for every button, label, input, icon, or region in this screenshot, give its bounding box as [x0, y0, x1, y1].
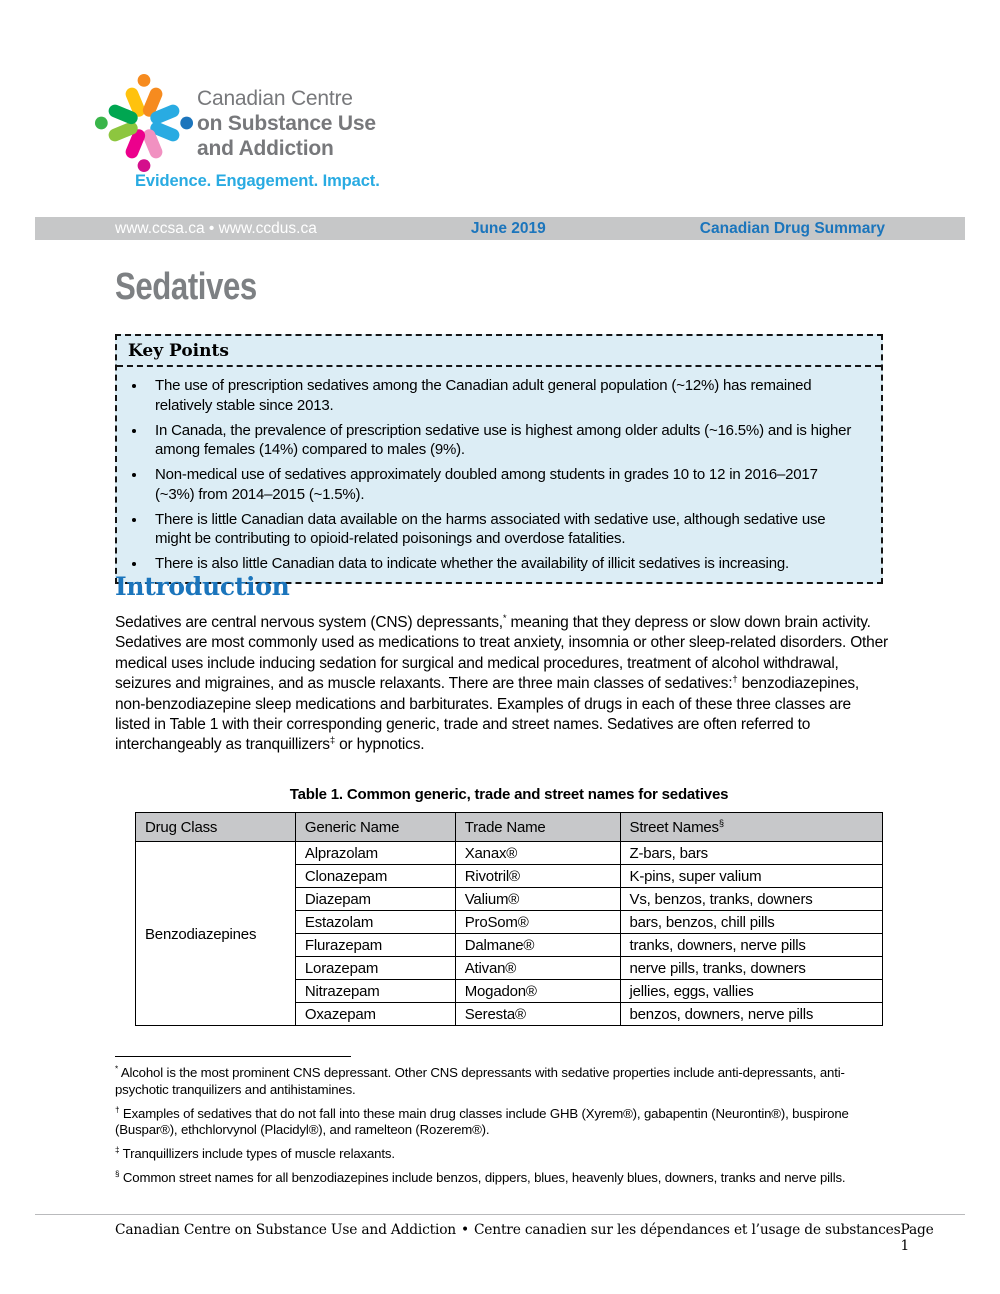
trade-name-cell: Rivotril® — [455, 865, 620, 888]
table-header-row — [136, 813, 883, 842]
generic-name-cell: Clonazepam — [295, 865, 455, 888]
introduction-paragraph: Sedatives are central nervous system (CNS) depressants,* meaning that they depress or slow down brain activity. Sedatives are most commonly used as medications to treat anxiety, insomnia or other sleep-related disorders. Other medical uses include inducing sedation for surgical and medical procedures, treatment of alcohol withdrawal, seizures and migraines, and as muscle relaxants. There are three main classes of sedatives:† benzodiazepines, non-benzodiazepine sleep medications and barbiturates. Examples of drugs in each of these three classes are listed in Table 1 with their corresponding generic, trade and street names. Sedatives are often referred to interchangeably as tranquillizers‡ or hypnotics. — [115, 612, 888, 754]
key-points-title: Key Points — [117, 336, 881, 367]
street-names-cell: Vs, benzos, tranks, downers — [620, 888, 882, 911]
street-names-cell: bars, benzos, chill pills — [620, 911, 882, 934]
generic-name-cell: Nitrazepam — [295, 980, 455, 1003]
street-names-cell: tranks, downers, nerve pills — [620, 934, 882, 957]
street-names-cell: nerve pills, tranks, downers — [620, 957, 882, 980]
key-point-item: • There is also little Canadian data to indicate whether the availability of illicit sedatives is increasing. — [147, 554, 859, 574]
trade-name-cell: Xanax® — [455, 842, 620, 865]
footnote-marker: ‡ — [329, 735, 335, 747]
brand-header — [93, 72, 380, 190]
brand-row — [93, 72, 376, 174]
org-name-line1: Canadian Centre — [197, 87, 353, 110]
generic-name-cell: Alprazolam — [295, 842, 455, 865]
trade-name-cell: ProSom® — [455, 911, 620, 934]
street-names-cell: benzos, downers, nerve pills — [620, 1003, 882, 1026]
footnote-marker: ‡ — [115, 1145, 120, 1155]
table-row — [136, 842, 883, 865]
street-names-cell: jellies, eggs, vallies — [620, 980, 882, 1003]
trade-name-cell: Dalmane® — [455, 934, 620, 957]
page-number: Page 1 — [900, 1222, 934, 1254]
org-name-line2: on Substance Use — [197, 112, 376, 135]
sedatives-names-table — [135, 812, 883, 1026]
trade-name-cell: Valium® — [455, 888, 620, 911]
footnote-marker: * — [502, 612, 507, 624]
footnote: † Examples of sedatives that do not fall into these main drug classes include GHB (Xyrem®), gabapentin (Neurontin®), buspirone (Buspar®), ethchlorvynol (Placidyl®), and ramelteon (Rozerem®). — [115, 1105, 849, 1138]
table-column-header: Trade Name — [455, 813, 620, 842]
key-point-item: • There is little Canadian data available on the harms associated with sedative use, although sedative use might be contributing to opioid-related poisonings and overdose fatalities. — [147, 510, 859, 549]
footnote: § Common street names for all benzodiazepines include benzos, dippers, blues, heavenly blues, downers, tranks and nerve pills. — [115, 1169, 846, 1185]
footer-org-names — [115, 1222, 901, 1254]
org-name — [197, 72, 376, 161]
key-point-item: • The use of prescription sedatives among the Canadian adult general population (~12%) has remained relatively stable since 2013. — [147, 376, 859, 415]
street-names-cell: Z-bars, bars — [620, 842, 882, 865]
footnote-divider — [115, 1056, 351, 1057]
footnote-marker: § — [115, 1169, 120, 1179]
generic-name-cell: Flurazepam — [295, 934, 455, 957]
key-points-box — [115, 334, 883, 584]
footnotes — [115, 1065, 897, 1194]
generic-name-cell: Diazepam — [295, 888, 455, 911]
trade-name-cell: Ativan® — [455, 957, 620, 980]
website-urls-link[interactable]: www.ccsa.ca • www.ccdus.ca — [115, 219, 317, 237]
trade-name-cell: Mogadon® — [455, 980, 620, 1003]
footnote: ‡ Tranquillizers include types of muscle relaxants. — [115, 1145, 395, 1162]
document-series-label: Canadian Drug Summary — [699, 219, 885, 237]
footer-divider — [35, 1214, 965, 1215]
org-name-line3: and Addiction — [197, 137, 334, 160]
key-points-list — [117, 376, 881, 574]
page-footer — [115, 1222, 934, 1254]
footer-separator: • — [461, 1222, 469, 1238]
footer-org-en: Canadian Centre on Substance Use and Addiction — [115, 1222, 456, 1238]
drug-class-cell: Benzodiazepines — [136, 842, 296, 1026]
footnote-marker: † — [115, 1105, 120, 1115]
table-head — [136, 813, 883, 842]
table1-caption: Table 1. Common generic, trade and street names for sedatives — [289, 786, 729, 803]
introduction-heading: Introduction — [115, 572, 290, 601]
footnote: * Alcohol is the most prominent CNS depressant. Other CNS depressants with sedative properties include anti-depressants, anti-psychotic tranquilizers and antihistamines. — [115, 1064, 845, 1097]
table-body — [136, 842, 883, 1026]
street-names-cell: K-pins, super valium — [620, 865, 882, 888]
generic-name-cell: Lorazepam — [295, 957, 455, 980]
key-point-item: • Non-medical use of sedatives approximately doubled among students in grades 10 to 12 in 2016–2017 (~3%) from 2014–2015 (~1.5%). — [147, 465, 859, 504]
footnote-marker: * — [115, 1064, 119, 1074]
trade-name-cell: Seresta® — [455, 1003, 620, 1026]
footnote-marker: § — [718, 818, 724, 828]
publication-date: June 2019 — [470, 219, 546, 237]
meta-bar — [35, 217, 965, 240]
org-tagline: Evidence. Engagement. Impact. — [135, 172, 380, 190]
generic-name-cell: Oxazepam — [295, 1003, 455, 1026]
table-column-header: Street Names§ — [620, 813, 882, 842]
page-title: Sedatives — [115, 266, 257, 308]
table-column-header: Generic Name — [295, 813, 455, 842]
generic-name-cell: Estazolam — [295, 911, 455, 934]
footnote-marker: † — [732, 674, 738, 686]
ccsa-spark-logo-icon — [93, 72, 195, 174]
table-column-header: Drug Class — [136, 813, 296, 842]
key-point-item: • In Canada, the prevalence of prescription sedative use is highest among older adults (~16.5%) and is higher among females (14%) compared to males (9%). — [147, 421, 859, 460]
footer-org-fr: Centre canadien sur les dépendances et l’usage de substances — [473, 1222, 901, 1238]
